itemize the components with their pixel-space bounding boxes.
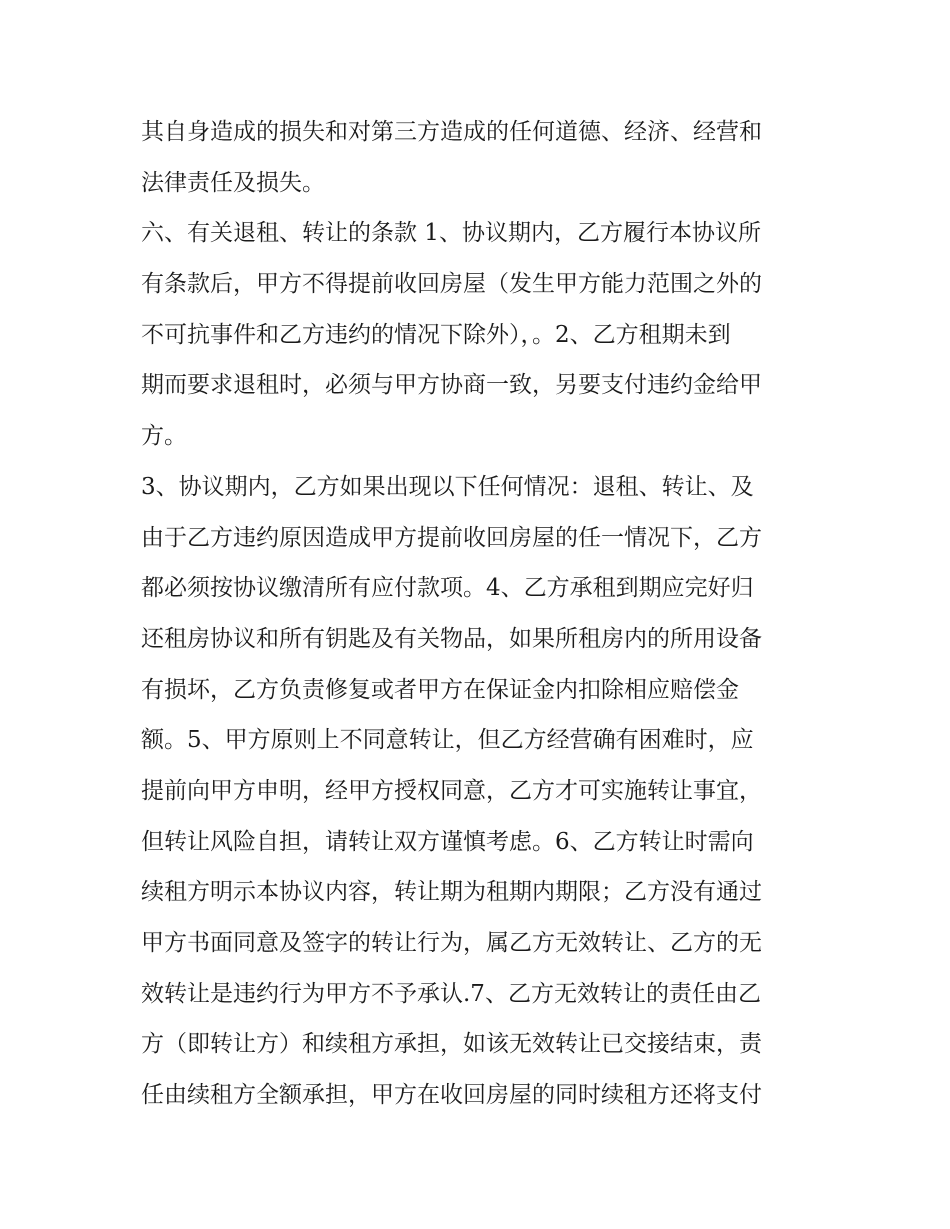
text-line-14: 提前向甲方申明，经甲方授权同意，乙方才可实施转让事宜，: [141, 777, 762, 804]
text-line-20: 任由续租方全额承担，甲方在收回房屋的同时续租方还将支付: [141, 1082, 762, 1109]
text-line-11: 还租房协议和所有钥匙及有关物品，如果所租房内的所用设备: [141, 625, 762, 652]
text-line-12: 有损坏，乙方负责修复或者甲方在保证金内扣除相应赔偿金: [141, 676, 739, 703]
text-line-17: 甲方书面同意及签字的转让行为，属乙方无效转让、乙方的无: [141, 930, 762, 956]
text-line-2: 法律责任及损失。: [141, 169, 325, 196]
text-line-10: 都必须按协议缴清所有应付款项。4、乙方承租到期应完好归: [141, 575, 754, 602]
text-line-6: 期而要求退租时，必须与甲方协商一致，另要支付违约金给甲: [141, 372, 762, 399]
text-line-13: 额。5、甲方原则上不同意转让，但乙方经营确有困难时，应: [141, 727, 754, 754]
body-text: [141, 107, 821, 1121]
text-line-9: 由于乙方违约原因造成甲方提前收回房屋的任一情况下，乙方: [141, 524, 762, 551]
text-line-4: 有条款后，甲方不得提前收回房屋（发生甲方能力范围之外的: [141, 271, 762, 298]
text-line-15: 但转让风险自担，请转让双方谨慎考虑。6、乙方转让时需向: [141, 828, 754, 855]
text-line-19: 方（即转让方）和续租方承担，如该无效转让已交接结束，责: [141, 1031, 762, 1058]
text-line-16: 续租方明示本协议内容，转让期为租期内期限；乙方没有通过: [141, 879, 762, 906]
text-line-7: 方。: [141, 423, 187, 450]
text-line-8: 3、协议期内，乙方如果出现以下任何情况：退租、转让、及: [141, 473, 754, 500]
text-line-18: 效转让是违约行为甲方不予承认.7、乙方无效转让的责任由乙: [141, 980, 761, 1007]
text-line-5: 不可抗事件和乙方违约的情况下除外），。2、乙方租期未到: [141, 321, 731, 348]
text-line-3: 六、有关退租、转让的条款 1、协议期内，乙方履行本协议所: [141, 220, 761, 247]
text-line-1: 其自身造成的损失和对第三方造成的任何道德、经济、经营和: [141, 119, 762, 145]
